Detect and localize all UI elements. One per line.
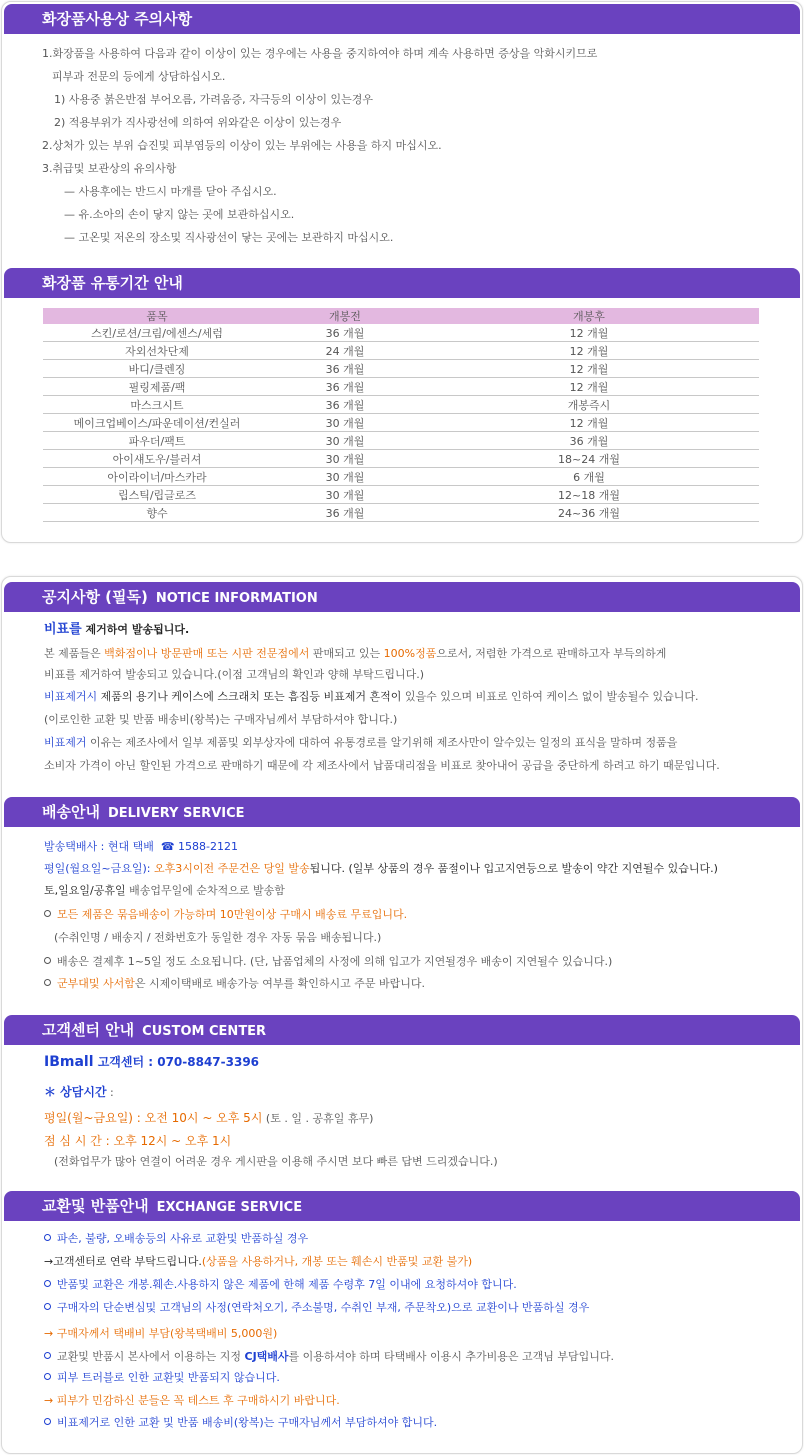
table-cell: 36 개월 xyxy=(271,324,419,342)
notice-text: 제거하여 발송됩니다. xyxy=(81,623,190,636)
table-cell: 마스크시트 xyxy=(43,396,271,414)
exchange-highlight: (상품을 사용하거나, 개봉 또는 훼손시 반품및 교환 불가) xyxy=(201,1255,473,1268)
table-cell: 메이크업베이스/파운데이션/컨실러 xyxy=(43,414,271,432)
table-cell: 12 개월 xyxy=(419,378,759,396)
table-cell: 36 개월 xyxy=(271,378,419,396)
hours-heading-line xyxy=(44,1084,114,1101)
exchange-line-1 xyxy=(44,1231,308,1247)
exchange-line-6 xyxy=(44,1349,614,1365)
delivery-line-4 xyxy=(44,907,407,923)
brand-name: IBmall xyxy=(44,1054,94,1070)
table-cell: 개봉즉시 xyxy=(419,396,759,414)
table-row xyxy=(43,378,759,396)
column-header-item: 품목 xyxy=(43,308,271,324)
exchange-text: 를 이용하셔야 하며 타택배사 이용시 추가비용은 고객님 부담입니다. xyxy=(288,1350,615,1363)
table-cell: 6 개월 xyxy=(419,468,759,486)
table-row xyxy=(43,504,759,522)
column-header-opened: 개봉후 xyxy=(419,308,759,324)
notice-highlight: 100%정품 xyxy=(383,647,437,660)
table-cell: 바디/클렌징 xyxy=(43,360,271,378)
bullet-icon xyxy=(44,1280,51,1287)
table-cell: 30 개월 xyxy=(271,414,419,432)
table-row xyxy=(43,432,759,450)
delivery-text: 됩니다. (일부 상품의 경우 품절이나 입고지연등으로 발송이 약간 지연될수 있습니다.) xyxy=(309,862,718,875)
table-cell: 36 개월 xyxy=(419,432,759,450)
table-row xyxy=(43,414,759,432)
table-cell: 자외선차단제 xyxy=(43,342,271,360)
caution-line-3: 1) 사용중 붉은반점 부어오름, 가려움증, 자극등의 이상이 있는경우 xyxy=(54,93,374,106)
table-row xyxy=(43,342,759,360)
delivery-highlight: 군부대및 사서함 xyxy=(57,977,135,990)
notice-line-5: (이로인한 교환 및 반품 배송비(왕복)는 구매자님께서 부담하셔야 합니다.) xyxy=(44,713,398,726)
bullet-icon xyxy=(44,979,51,986)
notice-highlight: 비표제거시 xyxy=(44,690,98,703)
delivery-text: 배송은 결제후 1~5일 정도 소요됩니다. (단, 납품업체의 사정에 의해 입고가 지연될경우 배송이 지연될수 있습니다.) xyxy=(57,955,613,968)
notice-line-7: 소비자 가격이 아닌 할인된 가격으로 판매하기 때문에 각 제조사에서 납품대리점을 비표로 찾아내어 공급을 중단하게 하려고 하기 때문입니다. xyxy=(44,759,720,772)
lunch-hours-line: 점 심 시 간 : 오후 12시 ~ 오후 1시 xyxy=(44,1134,232,1148)
customer-center-header xyxy=(4,1015,800,1045)
delivery-line-5: (수취인명 / 배송지 / 전화번호가 동일한 경우 자동 묶음 배송됩니다.) xyxy=(54,931,382,944)
delivery-line-1 xyxy=(44,839,238,855)
notice-line-4 xyxy=(44,689,699,705)
table-cell: 30 개월 xyxy=(271,468,419,486)
hours-heading: ＊ 상담시간 xyxy=(44,1085,107,1099)
delivery-title-en: DELIVERY SERVICE xyxy=(107,806,245,821)
customer-phone-line xyxy=(44,1054,259,1071)
shelf-life-table xyxy=(43,308,759,522)
exchange-title-en: EXCHANGE SERVICE xyxy=(156,1200,303,1215)
table-cell: 립스틱/립글로즈 xyxy=(43,486,271,504)
exchange-text: 비표제거로 인한 교환 및 반품 배송비(왕복)는 구매자님께서 부담하셔야 합니다. xyxy=(57,1416,438,1429)
exchange-text: 반품및 교환은 개봉.훼손.사용하지 않은 제품에 한해 제품 수령후 7일 이내에 요청하셔야 합니다. xyxy=(57,1278,517,1291)
table-row xyxy=(43,360,759,378)
notice-line-2 xyxy=(44,646,666,662)
table-cell: 12 개월 xyxy=(419,342,759,360)
table-cell: 24~36 개월 xyxy=(419,504,759,522)
table-cell: 18~24 개월 xyxy=(419,450,759,468)
delivery-highlight: 모든 제품은 묶음배송이 가능하며 10만원이상 구매시 배송료 무료입니다. xyxy=(57,908,408,921)
exchange-title: 교환및 반품안내 xyxy=(42,1197,149,1215)
table-row xyxy=(43,450,759,468)
shelf-life-header xyxy=(4,268,800,298)
exchange-text: 구매자의 단순변심및 고객님의 사정(연락처오기, 주소불명, 수취인 부재, 주문착오)으로 교환이나 반품하실 경우 xyxy=(57,1301,590,1314)
exchange-line-5: → 구매자께서 택배비 부담(왕복택배비 5,000원) xyxy=(44,1327,278,1340)
table-cell: 아이라이너/마스카라 xyxy=(43,468,271,486)
notice-header xyxy=(4,582,800,612)
table-row xyxy=(43,324,759,342)
caution-line-1: 1.화장품을 사용하여 다음과 같이 이상이 있는 경우에는 사용을 중지하여야 하며 계속 사용하면 증상을 악화시키므로 xyxy=(42,47,598,60)
exchange-line-7 xyxy=(44,1370,280,1386)
caution-line-5: 2.상처가 있는 부위 습진및 피부염등의 이상이 있는 부위에는 사용을 하지 마십시오. xyxy=(42,139,442,152)
delivery-line-6 xyxy=(44,954,612,970)
notice-text: 이유는 제조사에서 일부 제품및 외부상자에 대하여 유통경로를 알기위해 제조사만이 알수있는 일정의 표식을 말하며 정품을 xyxy=(86,736,678,749)
caution-line-6: 3.취급및 보관상의 유의사항 xyxy=(42,162,177,175)
delivery-line-3 xyxy=(44,883,285,899)
bullet-icon xyxy=(44,1418,51,1425)
notice-highlight: 백화점이나 방문판매 또는 시판 전문점에서 xyxy=(104,647,310,660)
notice-line-6 xyxy=(44,735,677,751)
exchange-text: 파손, 불량, 오배송등의 사유로 교환및 반품하실 경우 xyxy=(57,1232,309,1245)
table-cell: 36 개월 xyxy=(271,396,419,414)
delivery-line-7 xyxy=(44,976,425,992)
notice-text: 으로서, 저렴한 가격으로 판매하고자 부득의하게 xyxy=(436,647,667,660)
holiday-note: (토 . 일 . 공휴일 휴무) xyxy=(262,1112,374,1125)
bullet-icon xyxy=(44,1352,51,1359)
delivery-highlight: 토,일요일/공휴일 xyxy=(44,884,126,897)
courier-highlight: CJ택배사 xyxy=(244,1350,289,1363)
notice-text: 본 제품들은 xyxy=(44,647,105,660)
exchange-text: 교환및 반품시 본사에서 이용하는 지정 xyxy=(57,1350,245,1363)
notice-highlight: 비표제거 xyxy=(44,736,87,749)
delivery-title: 배송안내 xyxy=(42,803,100,821)
table-cell: 12 개월 xyxy=(419,360,759,378)
bullet-icon xyxy=(44,957,51,964)
exchange-text: →고객센터로 연락 부탁드립니다. xyxy=(44,1255,202,1268)
caution-line-2: 피부과 전문의 등에게 상담하십시오. xyxy=(52,70,226,83)
table-cell: 30 개월 xyxy=(271,486,419,504)
delivery-highlight: 평일(월요일~금요일): xyxy=(44,862,151,875)
table-cell: 파우더/팩트 xyxy=(43,432,271,450)
table-cell: 필링제품/팩 xyxy=(43,378,271,396)
table-cell: 아이섀도우/블러셔 xyxy=(43,450,271,468)
caution-line-8: — 유.소아의 손이 닿지 않는 곳에 보관하십시오. xyxy=(64,208,295,221)
table-cell: 스킨/로션/크림/에센스/세럼 xyxy=(43,324,271,342)
notice-title: 공지사항 (필독) xyxy=(42,588,148,606)
shelf-life-title: 화장품 유통기간 안내 xyxy=(42,274,183,292)
table-cell: 향수 xyxy=(43,504,271,522)
hours-colon: : xyxy=(106,1086,114,1099)
caution-title: 화장품사용상 주의사항 xyxy=(42,10,193,28)
customer-center-title-en: CUSTOM CENTER xyxy=(142,1024,267,1039)
customer-phone: 고객센터 : 070-8847-3396 xyxy=(93,1055,260,1069)
exchange-line-3 xyxy=(44,1277,517,1293)
bullet-icon xyxy=(44,910,51,917)
table-cell: 30 개월 xyxy=(271,450,419,468)
caution-line-7: — 사용후에는 반드시 마개를 닫아 주십시오. xyxy=(64,185,277,198)
customer-center-title: 고객센터 안내 xyxy=(42,1021,135,1039)
exchange-text: 피부 트러블로 인한 교환및 반품되지 않습니다. xyxy=(57,1371,280,1384)
exchange-line-4 xyxy=(44,1300,589,1316)
table-cell: 24 개월 xyxy=(271,342,419,360)
caution-header xyxy=(4,4,800,34)
delivery-highlight: 오후3시이전 주문건은 당일 발송 xyxy=(150,862,310,875)
board-note-line: (전화업무가 많아 연결이 어려운 경우 게시판을 이용해 주시면 보다 빠른 답변 드리겠습니다.) xyxy=(54,1155,498,1168)
courier-name: 발송택배사 : 현대 택배 xyxy=(44,840,154,853)
table-cell: 12 개월 xyxy=(419,414,759,432)
delivery-text: 은 시제이택배로 배송가능 여부를 확인하시고 주문 바랍니다. xyxy=(134,977,426,990)
caution-line-4: 2) 적용부위가 직사광선에 의하여 위와같은 이상이 있는경우 xyxy=(54,116,342,129)
notice-highlight: 비표를 xyxy=(44,622,82,637)
bullet-icon xyxy=(44,1234,51,1241)
exchange-line-9 xyxy=(44,1415,437,1431)
exchange-header xyxy=(4,1191,800,1221)
table-cell: 12~18 개월 xyxy=(419,486,759,504)
exchange-line-2 xyxy=(44,1254,472,1270)
notice-text: 있을수 있으며 비표로 인하여 케이스 없이 발송될수 있습니다. xyxy=(401,690,699,703)
column-header-unopened: 개봉전 xyxy=(271,308,419,324)
bullet-icon xyxy=(44,1373,51,1380)
notice-title-en: NOTICE INFORMATION xyxy=(155,591,318,606)
delivery-line-2 xyxy=(44,861,718,877)
weekday-hours-line xyxy=(44,1110,373,1127)
delivery-text: 배송업무일에 순차적으로 발송함 xyxy=(125,884,285,897)
table-row xyxy=(43,486,759,504)
delivery-header xyxy=(4,797,800,827)
caution-line-9: — 고온및 저온의 장소및 직사광선이 닿는 곳에는 보관하지 마십시오. xyxy=(64,231,394,244)
notice-text: 판매되고 있는 xyxy=(309,647,384,660)
table-row xyxy=(43,396,759,414)
table-cell: 30 개월 xyxy=(271,432,419,450)
notice-line-3: 비표를 제거하여 발송되고 있습니다.(이점 고객님의 확인과 양해 부탁드립니다.) xyxy=(44,668,425,681)
bullet-icon xyxy=(44,1303,51,1310)
table-header-row xyxy=(43,308,759,324)
table-cell: 36 개월 xyxy=(271,360,419,378)
table-row xyxy=(43,468,759,486)
weekday-hours: 평일(월~금요일) : 오전 10시 ~ 오후 5시 xyxy=(44,1111,263,1125)
notice-text: 제품의 용기나 케이스에 스크래치 또는 흠집등 비표제거 흔적이 xyxy=(97,690,402,703)
exchange-line-8: → 피부가 민감하신 분들은 꼭 테스트 후 구매하시기 바랍니다. xyxy=(44,1394,340,1407)
courier-phone: ☎ 1588-2121 xyxy=(160,840,238,853)
table-cell: 36 개월 xyxy=(271,504,419,522)
notice-line-1 xyxy=(44,622,189,638)
table-cell: 12 개월 xyxy=(419,324,759,342)
